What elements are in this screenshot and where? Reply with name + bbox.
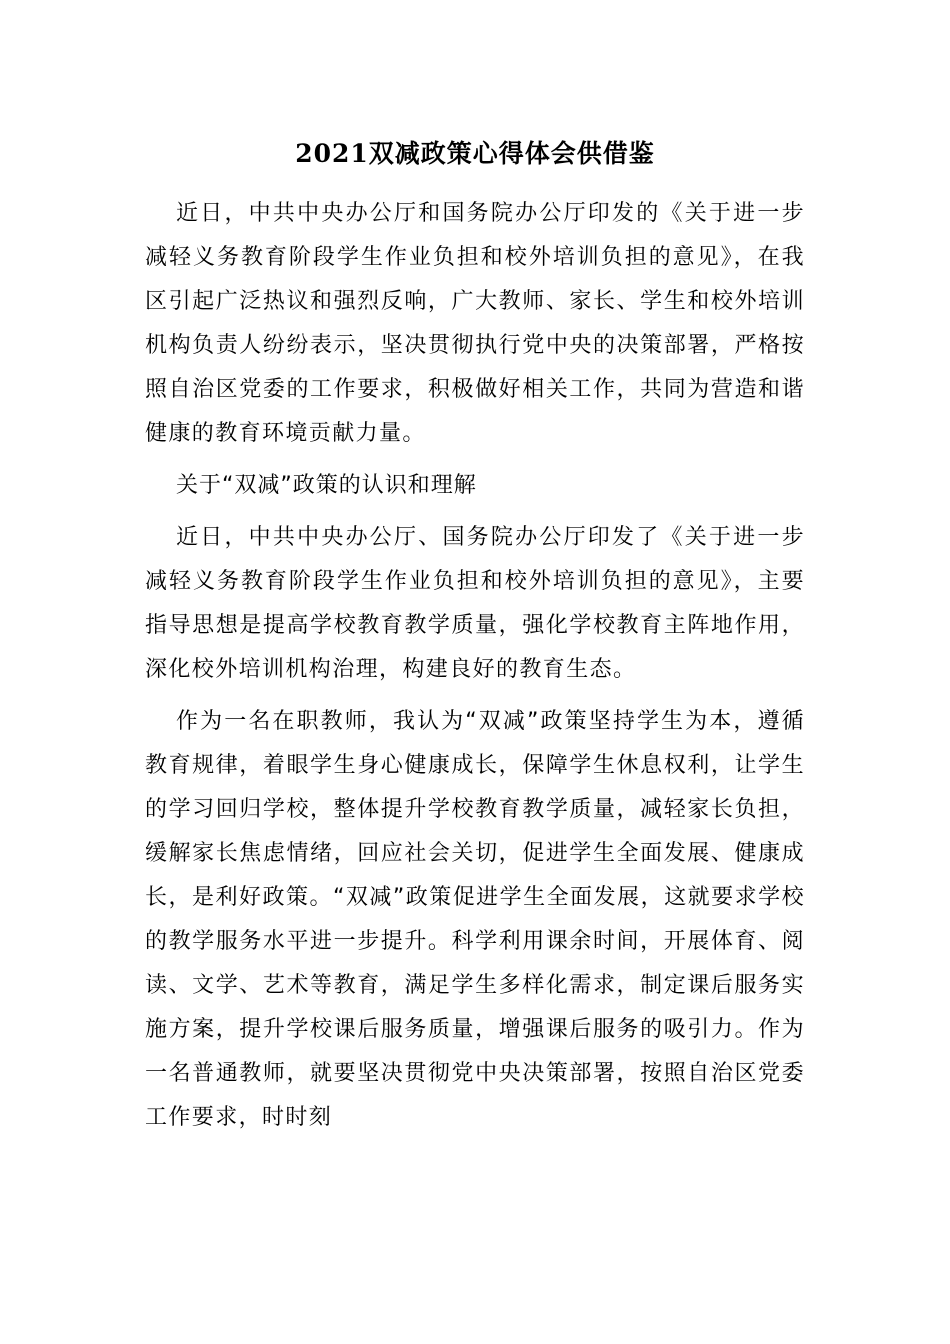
document-body <box>145 192 805 1148</box>
paragraph-intro: 近日，中共中央办公厅和国务院办公厅印发的《关于进一步减轻义务教育阶段学生作业负担和校外培训负担的意见》，在我区引起广泛热议和强烈反响，广大教师、家长、学生和校外培训机构负责人纷纷表示，坚决贯彻执行党中央的决策部署，严格按照自治区党委的工作要求，积极做好相关工作，共同为营造和谐健康的教育环境贡献力量。 <box>145 201 805 446</box>
paragraph-guidance: 近日，中共中央办公厅、国务院办公厅印发了《关于进一步减轻义务教育阶段学生作业负担和校外培训负担的意见》，主要指导思想是提高学校教育教学质量，强化学校教育主阵地作用，深化校外培训机构治理，构建良好的教育生态。 <box>145 525 805 682</box>
paragraph-teacher-view: 作为一名在职教师，我认为“双减”政策坚持学生为本，遵循教育规律，着眼学生身心健康成长，保障学生休息权利，让学生的学习回归学校，整体提升学校教育教学质量，减轻家长负担，缓解家长焦虑情绪，回应社会关切，促进学生全面发展、健康成长，是利好政策。“双减”政策促进学生全面发展，这就要求学校的教学服务水平进一步提升。科学利用课余时间，开展体育、阅读、文学、艺术等教育，满足学生多样化需求，制定课后服务实施方案，提升学校课后服务质量，增强课后服务的吸引力。作为一名普通教师，就要坚决贯彻党中央决策部署，按照自治区党委工作要求，时时刻 <box>145 709 805 1130</box>
section-heading: 关于“双减”政策的认识和理解 <box>176 473 477 498</box>
document-title: 2021双减政策心得体会供借鉴 <box>295 139 655 168</box>
